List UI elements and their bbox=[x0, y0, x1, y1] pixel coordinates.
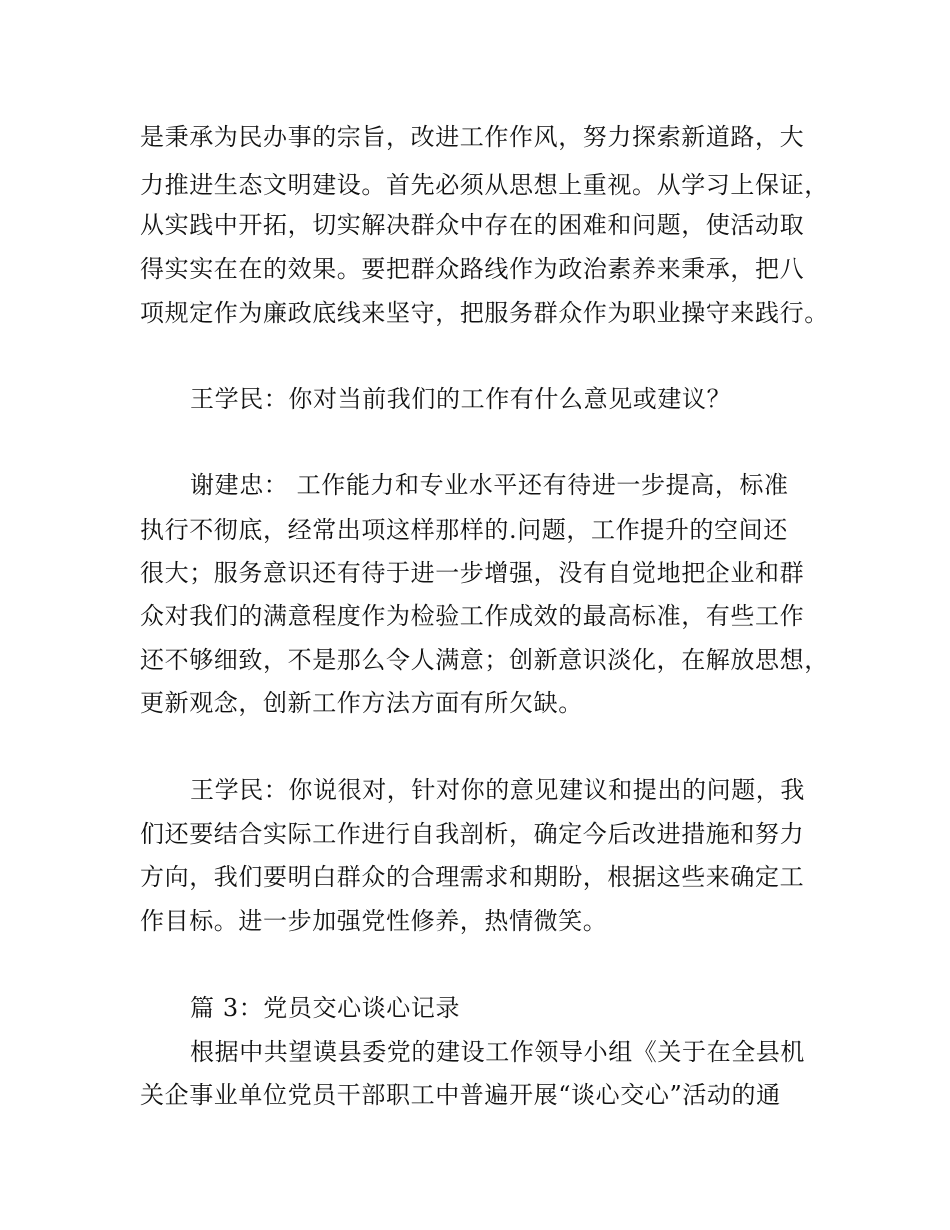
paragraph-3-line-5: 还不够细致，不是那么令人满意；创新意识淡化，在解放思想， bbox=[140, 646, 829, 674]
section-heading: 篇 3：党员交心谈心记录 bbox=[190, 994, 461, 1022]
paragraph-1-line-2: 力推进生态文明建设。首先必须从思想上重视。从学习上保证， bbox=[140, 171, 829, 199]
paragraph-3-line-2: 执行不彻底，经常出项这样那样的.问题，工作提升的空间还 bbox=[140, 516, 788, 544]
paragraph-4-line-3: 方向，我们要明白群众的合理需求和期盼，根据这些来确定工 bbox=[140, 863, 805, 891]
paragraph-1-line-5: 项规定作为廉政底线来坚守，把服务群众作为职业操守来践行。 bbox=[140, 299, 829, 327]
paragraph-4-line-1: 王学民：你说很对，针对你的意见建议和提出的问题，我 bbox=[190, 776, 805, 804]
paragraph-3-line-3: 很大；服务意识还有待于进一步增强，没有自觉地把企业和群 bbox=[140, 559, 805, 587]
paragraph-1-line-1: 是秉承为民办事的宗旨，改进工作作风，努力探索新道路，大 bbox=[140, 123, 805, 151]
paragraph-3-line-4: 众对我们的满意程度作为检验工作成效的最高标准，有些工作 bbox=[140, 602, 805, 630]
paragraph-1-line-4: 得实实在在的效果。要把群众路线作为政治素养来秉承，把八 bbox=[140, 255, 805, 283]
paragraph-2-line-1: 王学民：你对当前我们的工作有什么意见或建议？ bbox=[190, 385, 732, 413]
paragraph-3-line-1: 谢建忠： 工作能力和专业水平还有待进一步提高，标准 bbox=[190, 471, 789, 499]
paragraph-6-line-1: 根据中共望谟县委党的建设工作领导小组《关于在全县机 bbox=[190, 1038, 805, 1066]
paragraph-1-line-3: 从实践中开拓，切实解决群众中存在的困难和问题，使活动取 bbox=[140, 211, 805, 239]
paragraph-6-line-2: 关企事业单位党员干部职工中普遍开展“谈心交心”活动的通 bbox=[140, 1081, 781, 1109]
paragraph-4-line-4: 作目标。进一步加强党性修养，热情微笑。 bbox=[140, 907, 608, 935]
paragraph-3-line-6: 更新观念，创新工作方法方面有所欠缺。 bbox=[140, 689, 583, 717]
paragraph-4-line-2: 们还要结合实际工作进行自我剖析，确定今后改进措施和努力 bbox=[140, 820, 805, 848]
